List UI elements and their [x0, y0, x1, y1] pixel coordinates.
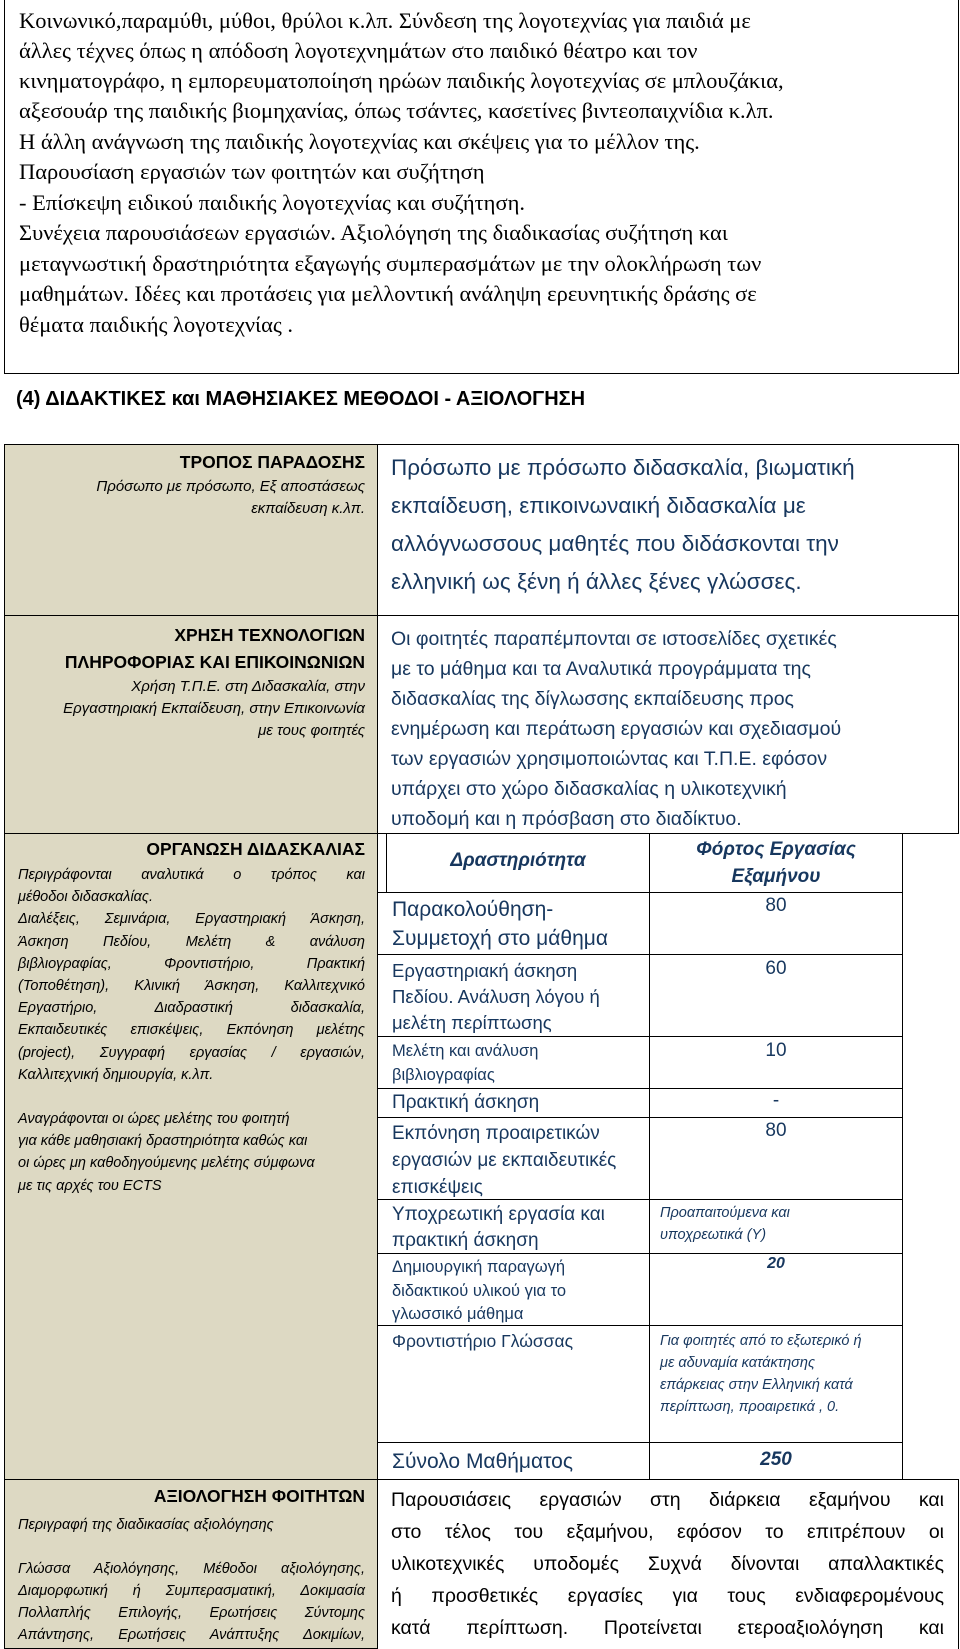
organization-desc: μέθοδοι διδασκαλίας. [18, 889, 154, 906]
organization-methods: Καλλιτεχνική δημιουργία, κ.λπ. [18, 1066, 214, 1083]
workload-cell [649, 954, 903, 1037]
activity-header-label: Δραστηριότητα [450, 850, 586, 871]
ict-line: υποδομή και η πρόσβαση στο διαδίκτυο. [391, 808, 742, 830]
delivery-label-cell [4, 444, 378, 616]
delivery-subtitle: εκπαίδευση κ.λπ. [251, 500, 365, 517]
ict-subtitle: Εργαστηριακή Εκπαίδευση, στην Επικοινωνία [63, 700, 365, 717]
ict-line: υπάρχει στο χώρο διδασκαλίας η υλικοτεχνική [391, 778, 787, 800]
content-line: - Επίσκεψη ειδικού παιδικής λογοτεχνίας και συζήτηση. [19, 190, 525, 215]
workload-cell [649, 1036, 903, 1089]
workload-cell [649, 1253, 903, 1326]
total-value: 250 [760, 1449, 792, 1470]
workload-note: περίπτωση, προαιρετικά , 0. [660, 1399, 840, 1415]
ict-line: Οι φοιτητές παραπέμπονται σε ιστοσελίδες σχετικές [391, 628, 837, 650]
workload-note: με αδυναμία κατάκτησης [660, 1355, 816, 1371]
workload-cell [649, 1325, 903, 1443]
activity-row [377, 892, 650, 955]
workload-value: 10 [765, 1040, 787, 1061]
activity-label: εργασιών με εκπαιδευτικές [392, 1150, 617, 1171]
activity-row [377, 954, 650, 1037]
ict-line: των εργασιών χρησιμοποιώντας και Τ.Π.Ε. εφόσον [391, 748, 828, 770]
content-line: Κοινωνικό,παραμύθι, μύθοι, θρύλοι κ.λπ. Σύνδεση της λογοτεχνίας για παιδιά με [19, 8, 751, 33]
workload-note: υποχρεωτικά (Υ) [660, 1227, 767, 1243]
organization-label-cell [4, 833, 378, 1480]
activity-label: Φροντιστήριο Γλώσσας [392, 1331, 574, 1351]
activity-label: βιβλιογραφίας [392, 1066, 495, 1084]
evaluation-detail: Διαμορφωτική ή Συμπερασματική, Δοκιμασία [18, 1583, 365, 1599]
delivery-line: Πρόσωπο με πρόσωπο διδασκαλία, βιωματική [391, 455, 855, 480]
workload-value: - [772, 1090, 780, 1111]
course-content-box [4, 0, 959, 374]
organization-methods: Εκπαιδευτικές επισκέψεις, Εκπόνηση μελέτης [18, 1022, 365, 1039]
delivery-line: ελληνική ως ξένη ή άλλες ξένες γλώσσες. [391, 569, 802, 594]
workload-header [649, 833, 903, 893]
activity-label: Συμμετοχή στο μάθημα [392, 927, 608, 950]
ict-label-cell [4, 615, 378, 834]
organization-methods: (Τοποθέτηση), Κλινική Άσκηση, Καλλιτεχνικό [18, 978, 365, 995]
evaluation-line: ή προσθετικές εργασίες για τους ενδιαφερομένους [391, 1585, 944, 1607]
total-value-cell [649, 1442, 903, 1480]
organization-methods: Διαλέξεις, Σεμινάρια, Εργαστηριακή Άσκηση, [18, 911, 365, 928]
activity-label: πρακτική άσκηση [392, 1230, 539, 1251]
workload-header-label: Φόρτος Εργασίας [696, 839, 856, 860]
organization-methods: Άσκηση Πεδίου, Μελέτη & ανάλυση [18, 933, 365, 950]
organization-title: ΟΡΓΑΝΩΣΗ ΔΙΔΑΣΚΑΛΙΑΣ [146, 839, 365, 859]
workload-value: 80 [765, 1120, 787, 1141]
workload-value: 80 [765, 895, 787, 916]
total-row [377, 1442, 650, 1480]
content-line: κινηματογράφο, η εμπορευματοποίηση ηρώων παιδικής λογοτεχνίας σε μπλουζάκια, [19, 68, 784, 93]
activity-label: Πεδίου. Ανάλυση λόγου ή [392, 986, 600, 1007]
evaluation-content-cell [377, 1479, 959, 1649]
content-line: Η άλλη ανάγνωση της παιδικής λογοτεχνίας και σκέψεις για το μέλλον της. [19, 129, 700, 154]
activity-label: Δημιουργική παραγωγή [392, 1258, 566, 1276]
organization-methods: βιβλιογραφίας, Φροντιστήριο, Πρακτική [18, 955, 365, 972]
evaluation-detail: Γλώσσα Αξιολόγησης, Μέθοδοι αξιολόγησης, [18, 1561, 365, 1577]
activity-header [386, 833, 650, 893]
ict-subtitle: Χρήση Τ.Π.Ε. στη Διδασκαλία, στην [131, 678, 365, 695]
activity-label: Εργαστηριακή άσκηση [392, 960, 578, 981]
workload-value: 60 [765, 958, 787, 979]
ict-line: ενημέρωση και περάτωση εργασιών και σχεδιασμού [391, 718, 842, 740]
organization-methods: Εργαστήριο, Διαδραστική διδασκαλία, [18, 1000, 365, 1017]
evaluation-line: στο τέλος του εξαμήνου, εφόσον το επιτρέπουν οι [391, 1521, 944, 1543]
workload-header-label: Εξαμήνου [731, 866, 821, 887]
content-line: μαθημάτων. Ιδέες και προτάσεις για μελλοντική ανάληψη ερευνητικής δράσης σε [19, 281, 757, 306]
section-heading: (4) ΔΙΔΑΚΤΙΚΕΣ και ΜΑΘΗΣΙΑΚΕΣ ΜΕΘΟΔΟΙ - ΑΞΙΟΛΟΓΗΣΗ [16, 388, 586, 410]
workload-cell [649, 1088, 903, 1118]
total-label: Σύνολο Μαθήματος [392, 1450, 573, 1473]
organization-desc: Περιγράφονται αναλυτικά ο τρόπος και [18, 867, 365, 883]
activity-label: Παρακολούθηση- [392, 898, 554, 921]
activity-label: γλωσσικό μάθημα [392, 1305, 524, 1323]
content-line: θέματα παιδικής λογοτεχνίας . [19, 312, 294, 337]
delivery-content-cell [377, 444, 959, 616]
evaluation-subtitle: Περιγραφή της διαδικασίας αξιολόγησης [18, 1517, 274, 1533]
delivery-subtitle: Πρόσωπο με πρόσωπο, Εξ αποστάσεως [96, 478, 365, 495]
content-line: αξεσουάρ της παιδικής βιομηχανίας, όπως τσάντες, κασετίνες βιντεοπαιχνίδια κ.λπ. [19, 98, 774, 123]
ict-line: διδασκαλίας της δίγλωσσης εκπαίδευσης προς [391, 688, 794, 710]
activity-row [377, 1117, 650, 1200]
evaluation-detail: Απάντησης, Ερωτήσεις Ανάπτυξης Δοκιμίων, [18, 1627, 365, 1643]
delivery-line: εκπαίδευση, επικοινωναική διδασκαλία με [391, 493, 806, 518]
activity-row [377, 1325, 650, 1443]
ict-line: με το μάθημα και τα Αναλυτικά προγράμματα της [391, 658, 811, 680]
evaluation-line: υλικοτεχνικές υποδομές Συχνά δίνονται απαλλακτικές [391, 1553, 944, 1575]
activity-label: Εκπόνηση προαιρετικών [392, 1123, 600, 1144]
organization-methods: (project), Συγγραφή εργασίας / εργασιών, [18, 1044, 365, 1061]
content-line: άλλες τέχνες όπως η απόδοση λογοτεχνημάτων στο παιδικό θέατρο και τον [19, 38, 698, 63]
organization-ects: οι ώρες μη καθοδηγούμενης μελέτης σύμφωνα [18, 1155, 315, 1172]
ict-subtitle: με τους φοιτητές [258, 722, 365, 739]
evaluation-label-cell [4, 1479, 378, 1649]
activity-label: Μελέτη και ανάλυση [392, 1042, 539, 1060]
activity-label: μελέτη περίπτωσης [392, 1012, 552, 1033]
evaluation-title: ΑΞΙΟΛΟΓΗΣΗ ΦΟΙΤΗΤΩΝ [153, 1486, 365, 1506]
ict-content-cell [377, 615, 959, 834]
workload-note: Για φοιτητές από το εξωτερικό ή [660, 1333, 862, 1349]
workload-note: επάρκειας στην Ελληνική κατά [660, 1377, 853, 1393]
delivery-line: αλλόγνωσσους μαθητές που διδάσκονται την [391, 531, 839, 556]
workload-value: 20 [767, 1255, 785, 1272]
activity-label: Υποχρεωτική εργασία και [392, 1204, 605, 1225]
workload-cell [649, 1199, 903, 1254]
activity-label: Πρακτική άσκηση [392, 1092, 540, 1113]
workload-note: Προαπαιτούμενα και [660, 1205, 790, 1221]
activity-label: επισκέψεις [392, 1177, 483, 1198]
activity-row [377, 1253, 650, 1326]
content-line: Παρουσίαση εργασιών των φοιτητών και συζήτηση [19, 159, 485, 184]
activity-row [377, 1036, 650, 1089]
delivery-title: ΤΡΟΠΟΣ ΠΑΡΑΔΟΣΗΣ [179, 452, 365, 472]
ict-title: ΧΡΗΣΗ ΤΕΧΝΟΛΟΓΙΩΝ [174, 625, 365, 645]
content-line: Συνέχεια παρουσιάσεων εργασιών. Αξιολόγηση της διαδικασίας συζήτηση και [19, 220, 728, 245]
evaluation-line: Παρουσιάσεις εργασιών στη διάρκεια εξαμήνου και [391, 1489, 944, 1511]
content-line: μεταγνωστική δραστηριότητα εξαγωγής συμπερασμάτων με την ολοκλήρωση των [19, 251, 762, 276]
evaluation-detail: Πολλαπλής Επιλογής, Ερωτήσεις Σύντομης [18, 1605, 365, 1621]
workload-cell [649, 1117, 903, 1200]
activity-label: διδακτικού υλικού για το [392, 1281, 567, 1300]
activity-row [377, 1199, 650, 1254]
evaluation-line: κατά περίπτωση. Προτείνεται ετεροαξιολόγηση και [391, 1617, 944, 1639]
activity-row [377, 1088, 650, 1118]
workload-cell [649, 892, 903, 955]
organization-ects: για κάθε μαθησιακή δραστηριότητα καθώς και [18, 1133, 308, 1150]
organization-ects: με τις αρχές του ECTS [18, 1177, 162, 1194]
organization-ects: Αναγράφονται οι ώρες μελέτης του φοιτητή [18, 1111, 290, 1128]
organization-content-cell [377, 833, 959, 1480]
ict-title: ΠΛΗΡΟΦΟΡΙΑΣ ΚΑΙ ΕΠΙΚΟΙΝΩΝΙΩΝ [64, 652, 365, 672]
